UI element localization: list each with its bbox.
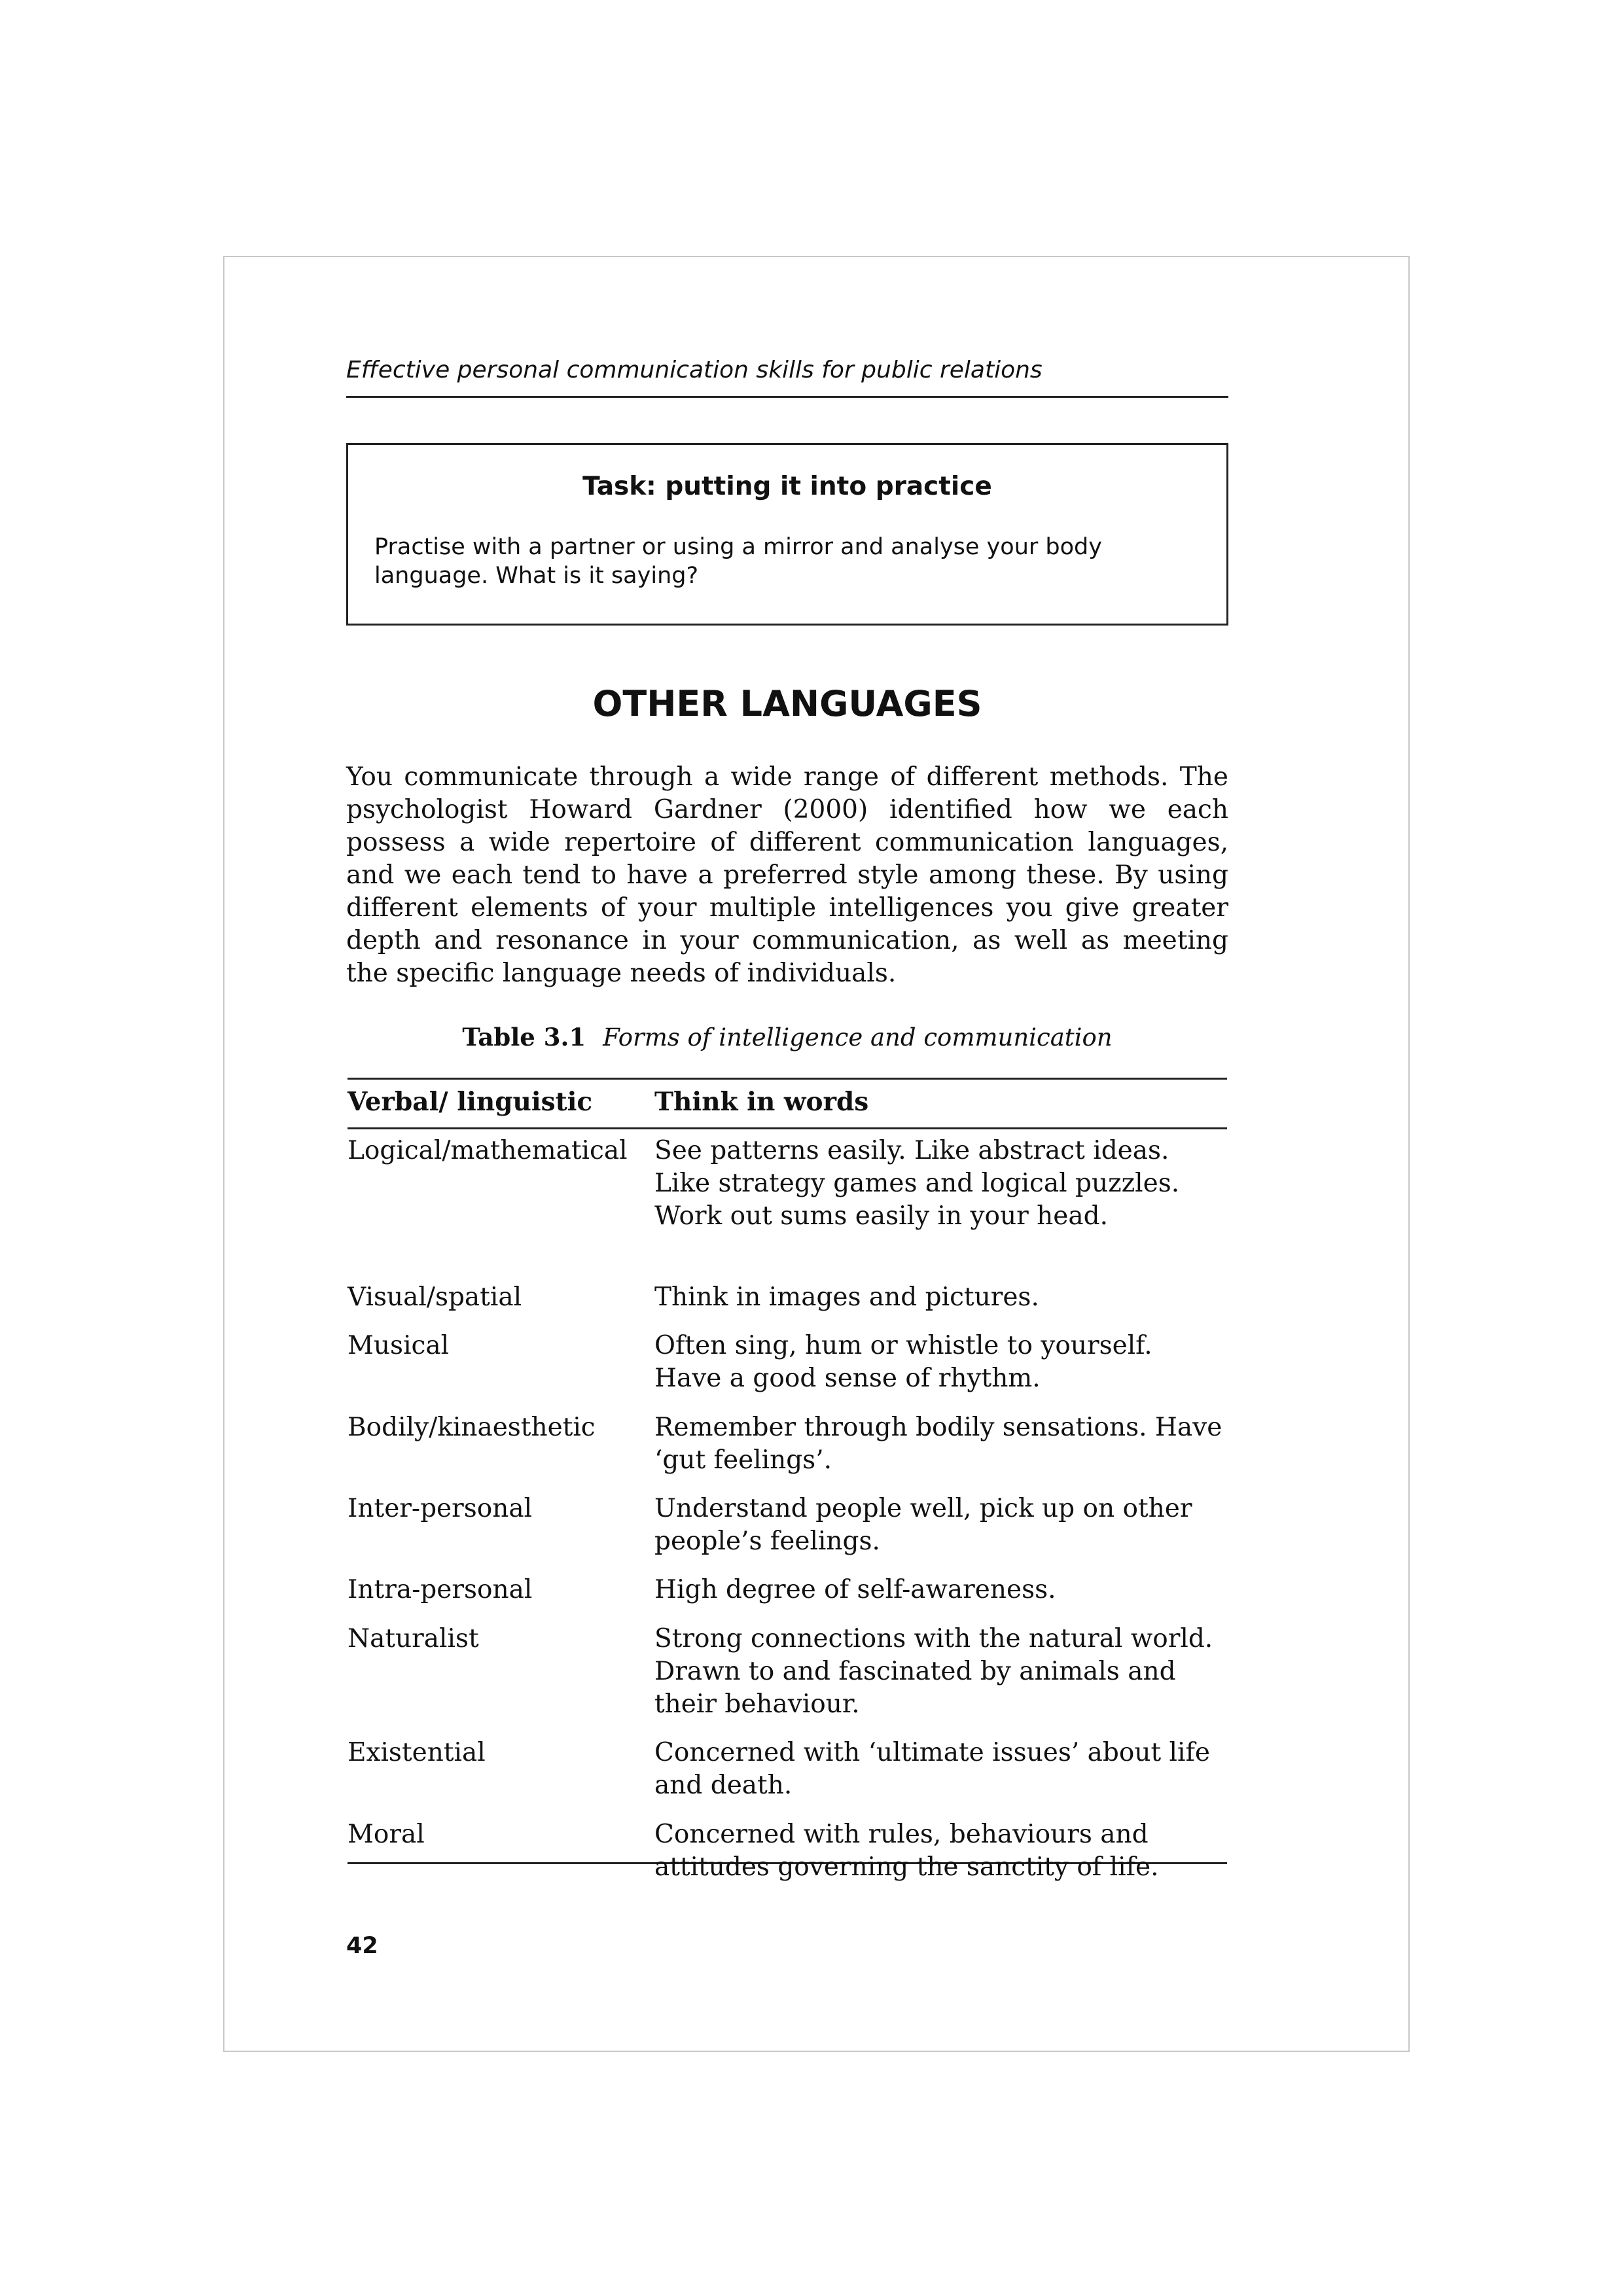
page-number: 42 [346, 1933, 378, 1959]
body-paragraph: You communicate through a wide range of different methods. The psychologist Howard Gardner (2000) identified how we each possess a wide repertoire of different communication languages, and we each tend to have a preferred style among these. By using different elements of your multiple intelligences you give greater depth and resonance in your communication, as well as meeting the specific language needs of individuals. [346, 762, 1228, 988]
table-caption-label: Table 3.1 [462, 1023, 586, 1051]
table-row-desc: Think in images and pictures. [654, 1282, 1039, 1312]
table-header-term: Verbal/ linguistic [348, 1087, 593, 1117]
table-row-desc: Understand people well, pick up on other people’s feelings. [654, 1494, 1192, 1556]
table-row-term: Inter-personal [348, 1494, 533, 1523]
table-row-term: Intra-personal [348, 1575, 533, 1604]
table-row-desc: Strong connections with the natural world. Drawn to and fascinated by animals and their behaviour. [654, 1624, 1213, 1719]
table-caption-text: Forms of intelligence and communication [603, 1023, 1113, 1051]
task-box [346, 443, 1228, 626]
table-row-term: Existential [348, 1738, 486, 1767]
section-heading: OTHER LANGUAGES [592, 683, 982, 724]
table-header-desc: Think in words [654, 1087, 869, 1117]
table-row-term: Logical/mathematical [348, 1136, 628, 1165]
table-row-desc: High degree of self-awareness. [654, 1575, 1056, 1604]
table-row-term: Musical [348, 1331, 450, 1360]
running-header: Effective personal communication skills for public relations [346, 352, 1228, 398]
table-top-rule [348, 1078, 1227, 1080]
table-row-term: Visual/spatial [348, 1282, 522, 1312]
table-row-desc: See patterns easily. Like abstract ideas. Like strategy games and logical puzzles. Work out sums easily in your head. [654, 1136, 1180, 1231]
task-title: Task: putting it into practice [582, 472, 992, 501]
table-caption [346, 1021, 1228, 1054]
table-row-term: Naturalist [348, 1624, 479, 1653]
table-row-desc: Often sing, hum or whistle to yourself. Have a good sense of rhythm. [654, 1331, 1152, 1393]
table-header-rule [348, 1127, 1227, 1129]
table-row-term: Moral [348, 1820, 425, 1849]
task-body: Practise with a partner or using a mirror and analyse your body language. What is it saying? [374, 534, 1102, 589]
table-row-desc: Concerned with rules, behaviours and attitudes governing the sanctity of life. [654, 1820, 1159, 1882]
table-row-desc: Concerned with ‘ultimate issues’ about life and death. [654, 1738, 1210, 1800]
table-row-desc: Remember through bodily sensations. Have ‘gut feelings’. [654, 1413, 1222, 1475]
table-row-term: Bodily/kinaesthetic [348, 1413, 596, 1442]
